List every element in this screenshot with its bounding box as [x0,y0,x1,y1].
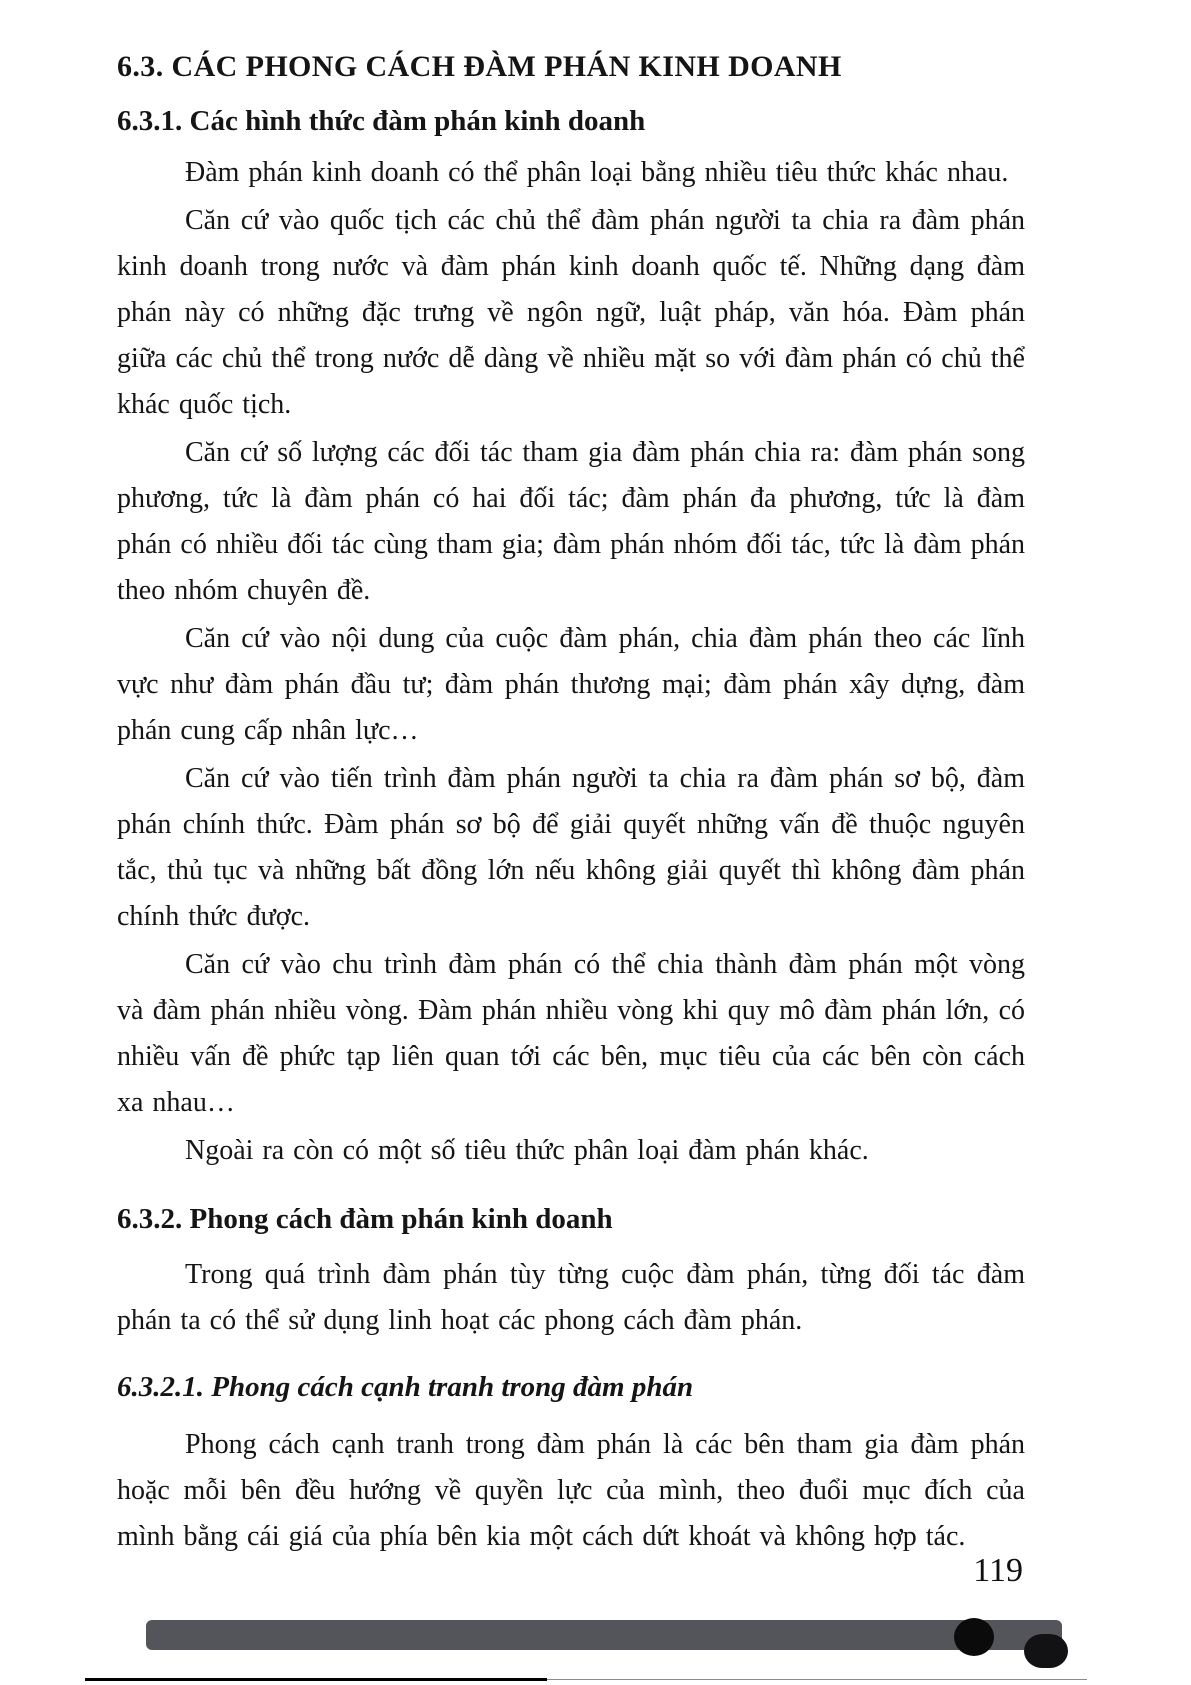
section-heading-6-3: 6.3. CÁC PHONG CÁCH ĐÀM PHÁN KINH DOANH [117,50,842,83]
paragraph: Phong cách cạnh tranh trong đàm phán là các bên tham gia đàm phán hoặc mỗi bên đều hướng về quyền lực của mình, theo đuổi mục đích của mình bằng cái giá của phía bên kia một cách dứt khoát và không hợp tác. [117,1429,1025,1552]
paragraph: Căn cứ số lượng các đối tác tham gia đàm phán chia ra: đàm phán song phương, tức là đàm phán có hai đối tác; đàm phán đa phương, tức là đàm phán có nhiều đối tác cùng tham gia; đàm phán nhóm đối tác, tức là đàm phán theo nhóm chuyên đề. [117,437,1025,606]
paragraph: Căn cứ vào tiến trình đàm phán người ta chia ra đàm phán sơ bộ, đàm phán chính thức. Đàm phán sơ bộ để giải quyết những vấn đề thuộc nguyên tắc, thủ tục và những bất đồng lớn nếu không giải quyết thì không đàm phán chính thức được. [117,763,1025,932]
paragraph: Căn cứ vào nội dung của cuộc đàm phán, chia đàm phán theo các lĩnh vực như đàm phán đầu tư; đàm phán thương mại; đàm phán xây dựng, đàm phán cung cấp nhân lực… [117,623,1025,746]
paragraph: Đàm phán kinh doanh có thể phân loại bằng nhiều tiêu thức khác nhau. [185,157,1009,188]
paragraph: Ngoài ra còn có một số tiêu thức phân loại đàm phán khác. [185,1135,869,1166]
subsection-heading-6-3-1: 6.3.1. Các hình thức đàm phán kinh doanh [117,105,646,137]
bottom-rule-faint [547,1679,1087,1680]
document-content [117,36,1025,1562]
subsection-heading-6-3-2-1: 6.3.2.1. Phong cách cạnh tranh trong đàm phán [117,1371,694,1403]
bottom-rule [85,1678,547,1681]
paragraph: Căn cứ vào chu trình đàm phán có thể chia thành đàm phán một vòng và đàm phán nhiều vòng. Đàm phán nhiều vòng khi quy mô đàm phán lớn, có nhiều vấn đề phức tạp liên quan tới các bên, mục tiêu của các bên còn cách xa nhau… [117,949,1025,1118]
paragraph: Trong quá trình đàm phán tùy từng cuộc đàm phán, từng đối tác đàm phán ta có thể sử dụng linh hoạt các phong cách đàm phán. [117,1259,1025,1336]
scan-artifact-bar [146,1620,1062,1650]
paragraph: Căn cứ vào quốc tịch các chủ thể đàm phán người ta chia ra đàm phán kinh doanh trong nước và đàm phán kinh doanh quốc tế. Những dạng đàm phán này có những đặc trưng về ngôn ngữ, luật pháp, văn hóa. Đàm phán giữa các chủ thể trong nước dễ dàng về nhiều mặt so với đàm phán có chủ thể khác quốc tịch. [117,205,1025,420]
scan-artifact-dot [954,1618,994,1656]
scan-artifact-dot [1024,1634,1068,1668]
subsection-heading-6-3-2: 6.3.2. Phong cách đàm phán kinh doanh [117,1203,613,1235]
page-number: 119 [973,1552,1023,1589]
